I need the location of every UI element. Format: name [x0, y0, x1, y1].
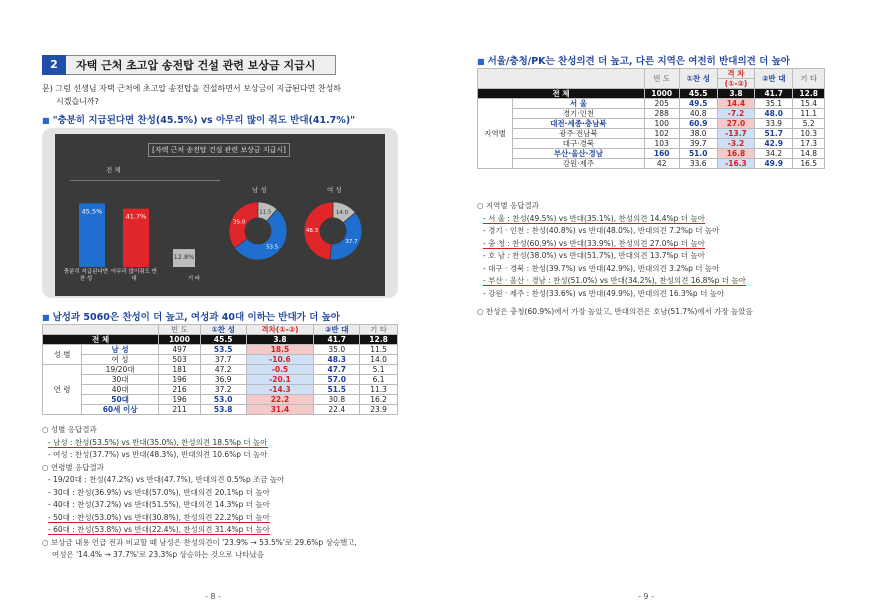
right-headline-text: 서울/충청/PK는 찬성의견 더 높고, 다른 지역은 여전히 반대의견 더 높아	[487, 56, 790, 67]
bar-value-label-1: 41.7%	[125, 212, 147, 221]
result-line: - 서 울 : 찬성(49.5%) vs 반대(35.1%), 찬성의견 14.4%p 더 높아	[483, 213, 705, 223]
bar-caption-other: 기 타	[187, 276, 201, 282]
table-row: 50대 196 53.0 22.2 30.8 16.2	[43, 395, 398, 405]
headline-2	[42, 309, 340, 323]
chart-box-title: [자택 근처 송전탑 건설 관련 보상금 지급시]	[148, 143, 290, 157]
question-text	[42, 82, 341, 108]
age-group-label: 연 령	[43, 365, 82, 415]
question-line-2: 시겠습니까?	[56, 97, 99, 106]
table-row: 광주·전남북 102 38.0 -13.7 51.7 10.3	[478, 129, 825, 139]
question-line-1: 문) 그럼 선생님 자택 근처에 초고압 송전탑을 건설하면서 보상금이 지급된다면 찬성하	[42, 84, 342, 93]
result-line: - 경기 · 인천 : 찬성(40.8%) vs 반대(48.0%), 반대의견 7.2%p 더 높아	[483, 226, 720, 235]
result-line: - 부산 · 울산 · 경남 : 찬성(51.0%) vs 반대(34.2%), 찬성의견 16.8%p 더 높아	[483, 276, 746, 285]
table-row: 성 별 남 성 497 53.5 18.5 35.0 11.5	[43, 345, 398, 355]
table-row: 대전·세종·충남북 100 60.9 27.0 33.9 5.2	[478, 119, 825, 129]
col-header-oppose: ②반 대	[314, 325, 360, 335]
gender-group-label: 성 별	[43, 345, 82, 365]
col-header-freq: 빈 도	[644, 69, 679, 89]
col-header-other: 기 타	[360, 325, 398, 335]
region-summary: ○ 찬성은 충청(60.9%)에서 가장 높았고, 반대의견은 호남(51.7%)에서 가장 높았음	[477, 307, 753, 316]
table-row: 지역별 서 울 205 49.5 14.4 35.1 15.4	[478, 99, 825, 109]
result-line: - 50대 : 찬성(53.0%) vs 반대(30.8%), 찬성의견 22.2%p 더 높아	[48, 512, 270, 522]
square-bullet-icon: ■	[42, 116, 50, 125]
summary-line-1: ○ 보상금 내용 언급 전과 비교할 때 남성은 찬성의견이 '23.9% → 53.5%'로 29.6%p 상승했고,	[42, 537, 357, 547]
age-results-head: ○ 연령별 응답결과	[42, 462, 105, 472]
bar-caption-oppose: 아무리 많이줘도 반 대	[110, 269, 157, 282]
result-line: - 남성 : 찬성(53.5%) vs 반대(35.0%), 찬성의견 18.5%p 더 높아	[48, 437, 268, 447]
result-line: - 60대 : 찬성(53.8%) vs 반대(22.4%), 찬성의견 31.4%p 더 높아	[48, 525, 270, 534]
results-left	[42, 424, 402, 562]
col-header-gap: 격차(①-②)	[246, 325, 314, 335]
table-row: 강원·제주 42 33.6 -16.3 49.9 16.5	[478, 159, 825, 169]
donut-value-label-0-0: 53.5	[266, 244, 279, 251]
col-header-oppose: ②반 대	[755, 69, 793, 89]
donut-value-label-0-1: 35.0	[233, 219, 246, 226]
square-bullet-icon: ■	[477, 57, 485, 66]
summary-line-2: 여성은 '14.4% → 37.7%'로 23.3%p 상승하는 것으로 나타났음	[52, 550, 265, 559]
col-header-gap: 격 차	[717, 69, 754, 79]
result-line: - 19/20대 : 찬성(47.2%) vs 반대(47.7%), 반대의견 0.5%p 조금 높아	[48, 475, 285, 484]
bar-caption-agree: 충분히 지급된다면 찬 성	[63, 269, 109, 282]
col-header-other: 기 타	[793, 69, 825, 89]
gender-results-head: ○ 성별 응답결과	[42, 425, 97, 434]
gender-age-table	[42, 324, 398, 415]
bar-value-label-0: 45.5%	[81, 207, 103, 216]
result-line: - 30대 : 찬성(36.9%) vs 반대(57.0%), 반대의견 20.1%p 더 높아	[48, 487, 270, 497]
donut-value-label-1-1: 48.3	[305, 227, 319, 234]
section-number: 2	[42, 55, 66, 75]
result-line: - 강원 · 제주 : 찬성(33.6%) vs 반대(49.9%), 반대의견 16.3%p 더 높아	[483, 288, 725, 298]
table-row: 부산·울산·경남 160 51.0 16.8 34.2 14.8	[478, 149, 825, 159]
col-header-agree: ①찬 성	[200, 325, 246, 335]
headline-2-text: 남성과 5060은 찬성이 더 높고, 여성과 40대 이하는 반대가 더 높아	[52, 312, 340, 323]
total-row: 전 체 1000 45.5 3.8 41.7 12.8	[43, 335, 398, 345]
results-right	[477, 200, 837, 319]
col-header-gap-formula: (①-②)	[717, 79, 754, 89]
donut-value-label-0-2: 11.5	[259, 209, 272, 216]
region-group-label: 지역별	[478, 99, 513, 169]
chart-male-label: 남 성	[252, 186, 267, 194]
right-headline	[477, 53, 790, 67]
region-results-head: ○ 지역별 응답결과	[477, 201, 540, 210]
table-row: 30대 196 36.9 -20.1 57.0 6.1	[43, 375, 398, 385]
result-line: - 40대 : 찬성(37.2%) vs 반대(51.5%), 반대의견 14.3%p 더 높아	[48, 500, 270, 509]
table-row: 경기·인천 288 40.8 -7.2 48.0 11.1	[478, 109, 825, 119]
table-row: 여 성 503 37.7 -10.6 48.3 14.0	[43, 355, 398, 365]
bar-value-label-2: 12.8%	[173, 253, 195, 262]
col-header-agree: ①찬 성	[679, 69, 717, 89]
col-header-freq: 빈 도	[159, 325, 201, 335]
page-number-right: - 9 -	[638, 592, 654, 601]
headline-1	[42, 112, 355, 126]
donut-value-label-1-0: 37.7	[345, 238, 358, 245]
donut-value-label-1-2: 14.0	[335, 209, 349, 216]
result-line: - 충 청 : 찬성(60.9%) vs 반대(33.9%), 찬성의견 27.0%p 더 높아	[483, 238, 705, 248]
chart-total-label: 전 체	[106, 166, 121, 174]
table-row: 연 령 19/20대 181 47.2 -0.5 47.7 5.1	[43, 365, 398, 375]
chart-female-label: 여 성	[327, 186, 342, 194]
total-row: 전 체 1000 45.5 3.8 41.7 12.8	[478, 89, 825, 99]
result-line: - 대구 · 경북 : 찬성(39.7%) vs 반대(42.9%), 반대의견 3.2%p 더 높아	[483, 263, 720, 273]
section-title: 자택 근처 초고압 송전탑 건설 관련 보상금 지급시	[76, 59, 316, 72]
table-row: 대구·경북 103 39.7 -3.2 42.9 17.3	[478, 139, 825, 149]
square-bullet-icon: ■	[42, 313, 50, 322]
table-row: 40대 216 37.2 -14.3 51.5 11.3	[43, 385, 398, 395]
page-number-left: - 8 -	[205, 592, 221, 601]
result-line: - 호 남 : 찬성(38.0%) vs 반대(51.7%), 반대의견 13.7%p 더 높아	[483, 251, 705, 260]
table-row: 60세 이상 211 53.8 31.4 22.4 23.9	[43, 405, 398, 415]
region-table	[477, 68, 825, 169]
result-line: - 여성 : 찬성(37.7%) vs 반대(48.3%), 반대의견 10.6%p 더 높아	[48, 450, 268, 459]
headline-1-text: "충분히 지급된다면 찬성(45.5%) vs 아무리 많이 줘도 반대(41.7%)"	[52, 115, 356, 126]
